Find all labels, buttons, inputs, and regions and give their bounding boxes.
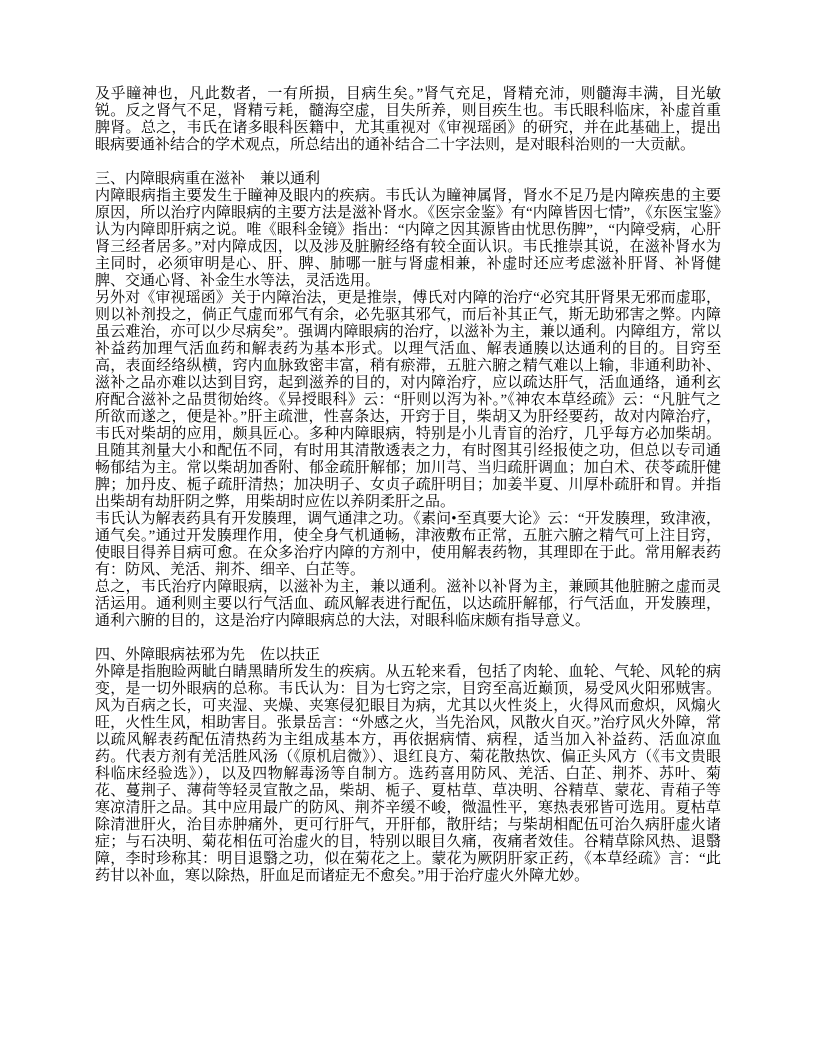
paragraph-internal-obstruction-cause: 内障眼病指主要发生于瞳神及眼内的疾病。韦氏认为瞳神属肾，肾水不足乃是内障疾患的主要原因，所以治疗内障眼病的主要方法是滋补肾水。《医宗金鉴》有“内障皆因七情”，《东医宝鉴》认为内障即肝病之说。唯《眼科金镜》指出：“内障之因其源皆由忧思伤脾”，“内障受病，心肝肾三经者居多。”对内障成因，以及涉及脏腑经络有较全面认识。韦氏推崇其说，在滋补肾水为主同时，必须审明是心、肝、脾、肺哪一脏与肾虚相兼，补虚时还应考虑滋补肝肾、补肾健脾、交通心肾、补金生水等法，灵活选用。 [95, 188, 721, 289]
paragraph-exterior-releasing-herbs: 韦氏认为解表药具有开发腠理，调气通津之功。《素问•至真要大论》云：“开发腠理，致津液，通气矣。”通过开发腠理作用，使全身气机通畅，津液敷布正常，五脏六腑之精气可上注目窍，使眼目得养目病可愈。在众多治疗内障的方剂中，使用解表药物，其理即在于此。常用解表药有：防风、羌活、荆芥、细辛、白芷等。 [95, 511, 721, 578]
section-heading-4-external-obstruction: 四、外障眼病祛邪为先 佐以扶正 [95, 647, 321, 663]
paragraph-internal-obstruction-treatment: 另外对《审视瑶函》关于内障治法，更是推崇，傅氏对内障的治疗“必究其肝肾果无邪而虚耶，则以补剂投之，倘正气虚而邪气有余，必先驱其邪气，而后补其正气，斯无助邪害之弊。内障虽云难治，亦可以少尽病矣”。强调内障眼病的治疗，以滋补为主，兼以通利。内障组方，常以补益药加理气活血药和解表药为基本形式。以理气活血、解表通腠以达通利的目的。目窍至高，表面经络纵横，窍内血脉致密丰富，稍有瘀滞，五脏六腑之精气难以上输，非通利助补、滋补之品亦难以达到目窍，起到滋养的目的，对内障治疗，应以疏达肝气，活血通络，通利玄府配合滋补之品贯彻始终。《异授眼科》云：“肝则以泻为补。”《神农本草经疏》云：“凡脏气之所欲而遂之，便是补。”肝主疏泄，性喜条达，开窍于目，柴胡又为肝经要药，故对内障治疗，韦氏对柴胡的应用，颇具匠心。多种内障眼病，特别是小儿青盲的治疗，几乎每方必加柴胡。且随其剂量大小和配伍不同，有时用其清散透表之力，有时图其引经报使之功，但总以专司通畅郁结为主。常以柴胡加香附、郁金疏肝解郁；加川芎、当归疏肝调血；加白术、茯苓疏肝健脾；加丹皮、栀子疏肝清热；加决明子、女贞子疏肝明目；加姜半夏、川厚朴疏肝和胃。并指出柴胡有劫肝阴之弊，用柴胡时应佐以养阴柔肝之品。 [95, 290, 721, 510]
paragraph-internal-obstruction-summary: 总之，韦氏治疗内障眼病，以滋补为主，兼以通利。滋补以补肾为主，兼顾其他脏腑之虚而灵活运用。通利则主要以行气活血、疏风解表进行配伍，以达疏肝解郁，行气活血，开发腠理，通利六腑的目的，这是治疗内障眼病总的大法，对眼科临床颇有指导意义。 [95, 579, 721, 629]
paragraph-kidney-conclusion: 及乎瞳神也，凡此数者，一有所损，目病生矣。”肾气充足，肾精充沛，则髓海丰满，目光敏锐。反之肾气不足，肾精亏耗，髓海空虚，目失所养，则目疾生也。韦氏眼科临床，补虚首重脾肾。总之，韦氏在诸多眼科医籍中，尤其重视对《审视瑶函》的研究，并在此基础上，提出眼病要通补结合的学术观点，所总结出的通补结合二十字法则，是对眼科治则的一大贡献。 [95, 86, 721, 153]
section-heading-3-internal-obstruction: 三、内障眼病重在滋补 兼以通利 [95, 171, 321, 187]
paragraph-external-obstruction: 外障是指胞睑两眦白睛黑睛所发生的疾病。从五轮来看，包括了肉轮、血轮、气轮、风轮的病变，是一切外眼病的总称。韦氏认为：目为七窍之宗，目窍至高近巅顶，易受风火阳邪贼害。风为百病之长，可夹湿、夹燥、夹寒侵犯眼目为病，尤其以火性炎上，火得风而愈炽，风煽火旺，火性生风，相助害目。张景岳言：“外感之火，当先治风，风散火自灭。”治疗风火外障，常以疏风解表药配伍清热药为主组成基本方，再依据病情、病程，适当加入补益药、活血凉血药。代表方剂有羌活胜风汤（《原机启微》）、退红良方、菊花散热饮、偏正头风方（《韦文贵眼科临床经验选》），以及四物解毒汤等自制方。选药喜用防风、羌活、白芷、荆芥、苏叶、菊花、蔓荆子、薄荷等轻灵宣散之品，柴胡、栀子、夏枯草、草决明、谷精草、蒙花、青葙子等寒凉清肝之品。其中应用最广的防风、荆芥辛缓不峻，微温性平，寒热表邪皆可选用。夏枯草除清泄肝火，治目赤肿痛外，更可行肝气，开肝郁，散肝结；与柴胡相配伍可治久病肝虚火诸症；与石决明、菊花相伍可治虚火的目，特别以眼目久痛，夜痛者效佳。谷精草除风热、退翳障，李时珍称其：明目退翳之功，似在菊花之上。蒙花为厥阴肝家正药，《本草经疏》言：“此药甘以补血，寒以除热，肝血足而诸症无不愈矣。”用于治疗虚火外障尤妙。 [95, 664, 721, 884]
